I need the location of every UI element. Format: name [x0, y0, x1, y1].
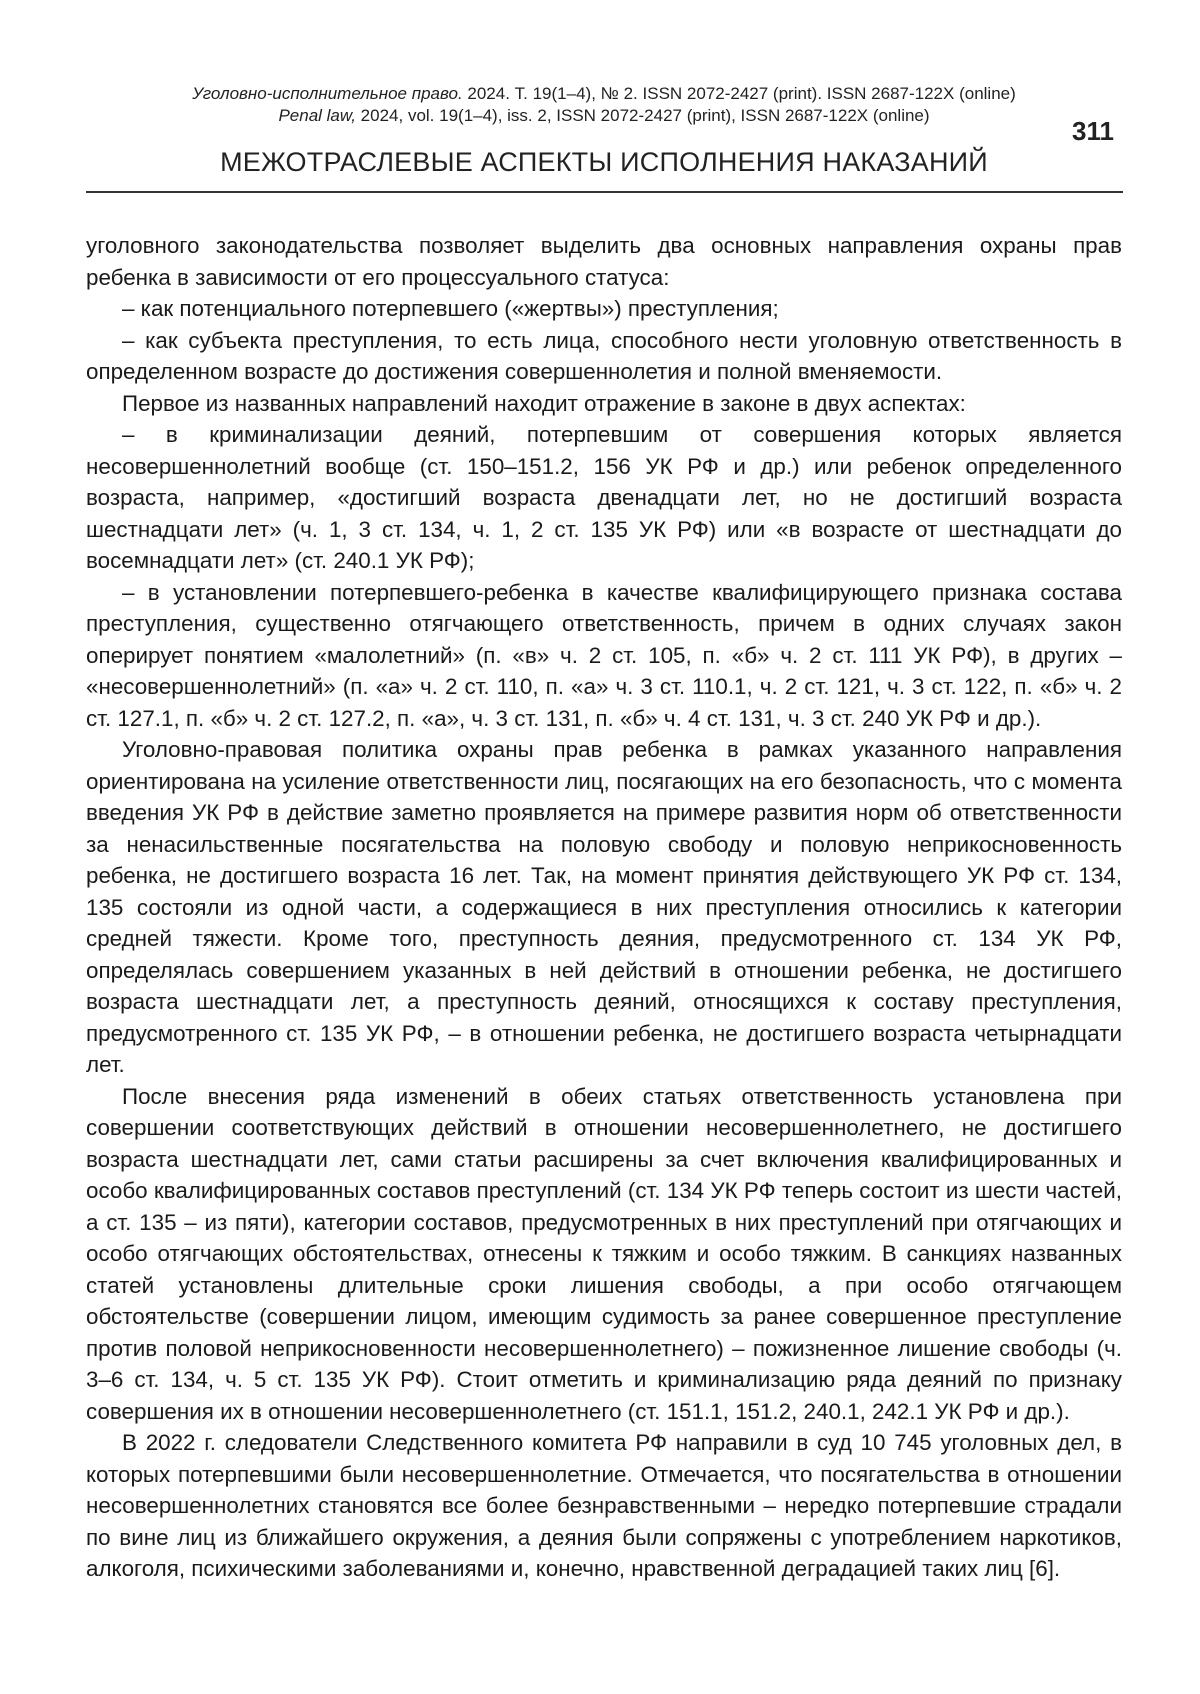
paragraph: уголовного законодательства позволяет выделить два основных направления охраны прав ребенка в зависимости от его процессуального статуса:: [86, 233, 1122, 290]
paragraph: В 2022 г. следователи Следственного комитета РФ направили в суд 10 745 уголовных дел, в которых потерпевшими были несовершеннолетние. Отмечается, что посягательства в отношении несовершеннолетних становятся все более безнравственными – нередко потерпевшие страдали по вине лиц из ближайшего окружения, а деяния были сопряжены с употреблением наркотиков, алкоголя, психическими заболеваниями и, конечно, нравственной деградацией таких лиц [6].: [86, 1430, 1122, 1581]
journal-details-ru: 2024. Т. 19(1–4), № 2. ISSN 2072-2427 (print). ISSN 2687-122X (online): [462, 84, 1016, 103]
journal-citation-ru: [86, 83, 1122, 105]
article-body: [86, 230, 1122, 1585]
running-header: [86, 83, 1122, 127]
journal-title-en: Penal law,: [278, 106, 356, 125]
paragraph: – в установлении потерпевшего-ребенка в качестве квалифицирующего признака состава преступления, существенно отягчающего ответственность, причем в одних случаях закон оперирует понятием «малолетний» (п. «в» ч. 2 ст. 105, п. «б» ч. 2 ст. 111 УК РФ), в других – «несовершеннолетний» (п. «а» ч. 2 ст. 110, п. «а» ч. 3 ст. 110.1, ч. 2 ст. 121, ч. 3 ст. 122, п. «б» ч. 2 ст. 127.1, п. «б» ч. 2 ст. 127.2, п. «а», ч. 3 ст. 131, п. «б» ч. 4 ст. 131, ч. 3 ст. 240 УК РФ и др.).: [86, 579, 1122, 731]
header-divider: [86, 191, 1123, 193]
paragraph: – как субъекта преступления, то есть лица, способного нести уголовную ответственность в определенном возрасте до достижения совершеннолетия и полной вменяемости.: [86, 327, 1122, 384]
journal-details-en: 2024, vol. 19(1–4), iss. 2, ISSN 2072-2427 (print), ISSN 2687-122X (online): [355, 106, 930, 125]
page-number: 311: [1072, 116, 1114, 146]
journal-citation-en: [86, 105, 1122, 127]
section-title: МЕЖОТРАСЛЕВЫЕ АСПЕКТЫ ИСПОЛНЕНИЯ НАКАЗАНИЙ: [220, 147, 988, 177]
paragraph: Уголовно-правовая политика охраны прав ребенка в рамках указанного направления ориентирована на усиление ответственности лиц, посягающих на его безопасность, что с момента введения УК РФ в действие заметно проявляется на примере развития норм об ответственности за ненасильственные посягательства на половую свободу и половую неприкосновенность ребенка, не достигшего возраста 16 лет. Так, на момент принятия действующего УК РФ ст. 134, 135 состояли из одной части, а содержащиеся в них преступления относились к категории средней тяжести. Кроме того, преступность деяния, предусмотренного ст. 134 УК РФ, определялась совершением указанных в ней действий в отношении ребенка, не достигшего возраста шестнадцати лет, а преступность деяний, относящихся к составу преступления, предусмотренного ст. 135 УК РФ, – в отношении ребенка, не достигшего возраста четырнадцати лет.: [86, 737, 1122, 1077]
paragraph: Первое из названных направлений находит отражение в законе в двух аспектах:: [122, 390, 966, 416]
paragraph: – в криминализации деяний, потерпевшим от совершения которых является несовершеннолетний вообще (ст. 150–151.2, 156 УК РФ и др.) или ребенок определенного возраста, например, «достигший возраста двенадцати лет, но не достигший возраста шестнадцати лет» (ч. 1, 3 ст. 134, ч. 1, 2 ст. 135 УК РФ) или «в возрасте от шестнадцати до восемнадцати лет» (ст. 240.1 УК РФ);: [86, 422, 1122, 573]
paragraph: После внесения ряда изменений в обеих статьях ответственность установлена при совершении соответствующих действий в отношении несовершеннолетнего, не достигшего возраста шестнадцати лет, сами статьи расширены за счет включения квалифицированных и особо квалифицированных составов преступлений (ст. 134 УК РФ теперь состоит из шести частей, а ст. 135 – из пяти), категории составов, предусмотренных в них преступлений при отягчающих и особо отягчающих обстоятельствах, отнесены к тяжким и особо тяжким. В санкциях названных статей установлены длительные сроки лишения свободы, а при особо отягчающем обстоятельстве (совершении лицом, имеющим судимость за ранее совершенное преступление против половой неприкосновенности несовершеннолетнего) – пожизненное лишение свободы (ч. 3–6 ст. 134, ч. 5 ст. 135 УК РФ). Стоит отметить и криминализацию ряда деяний по признаку совершения их в отношении несовершеннолетнего (ст. 151.1, 151.2, 240.1, 242.1 УК РФ и др.).: [86, 1083, 1122, 1424]
journal-title-ru: Уголовно-исполнительное право.: [192, 84, 463, 103]
paragraph: – как потенциального потерпевшего («жертвы») преступления;: [122, 296, 779, 321]
